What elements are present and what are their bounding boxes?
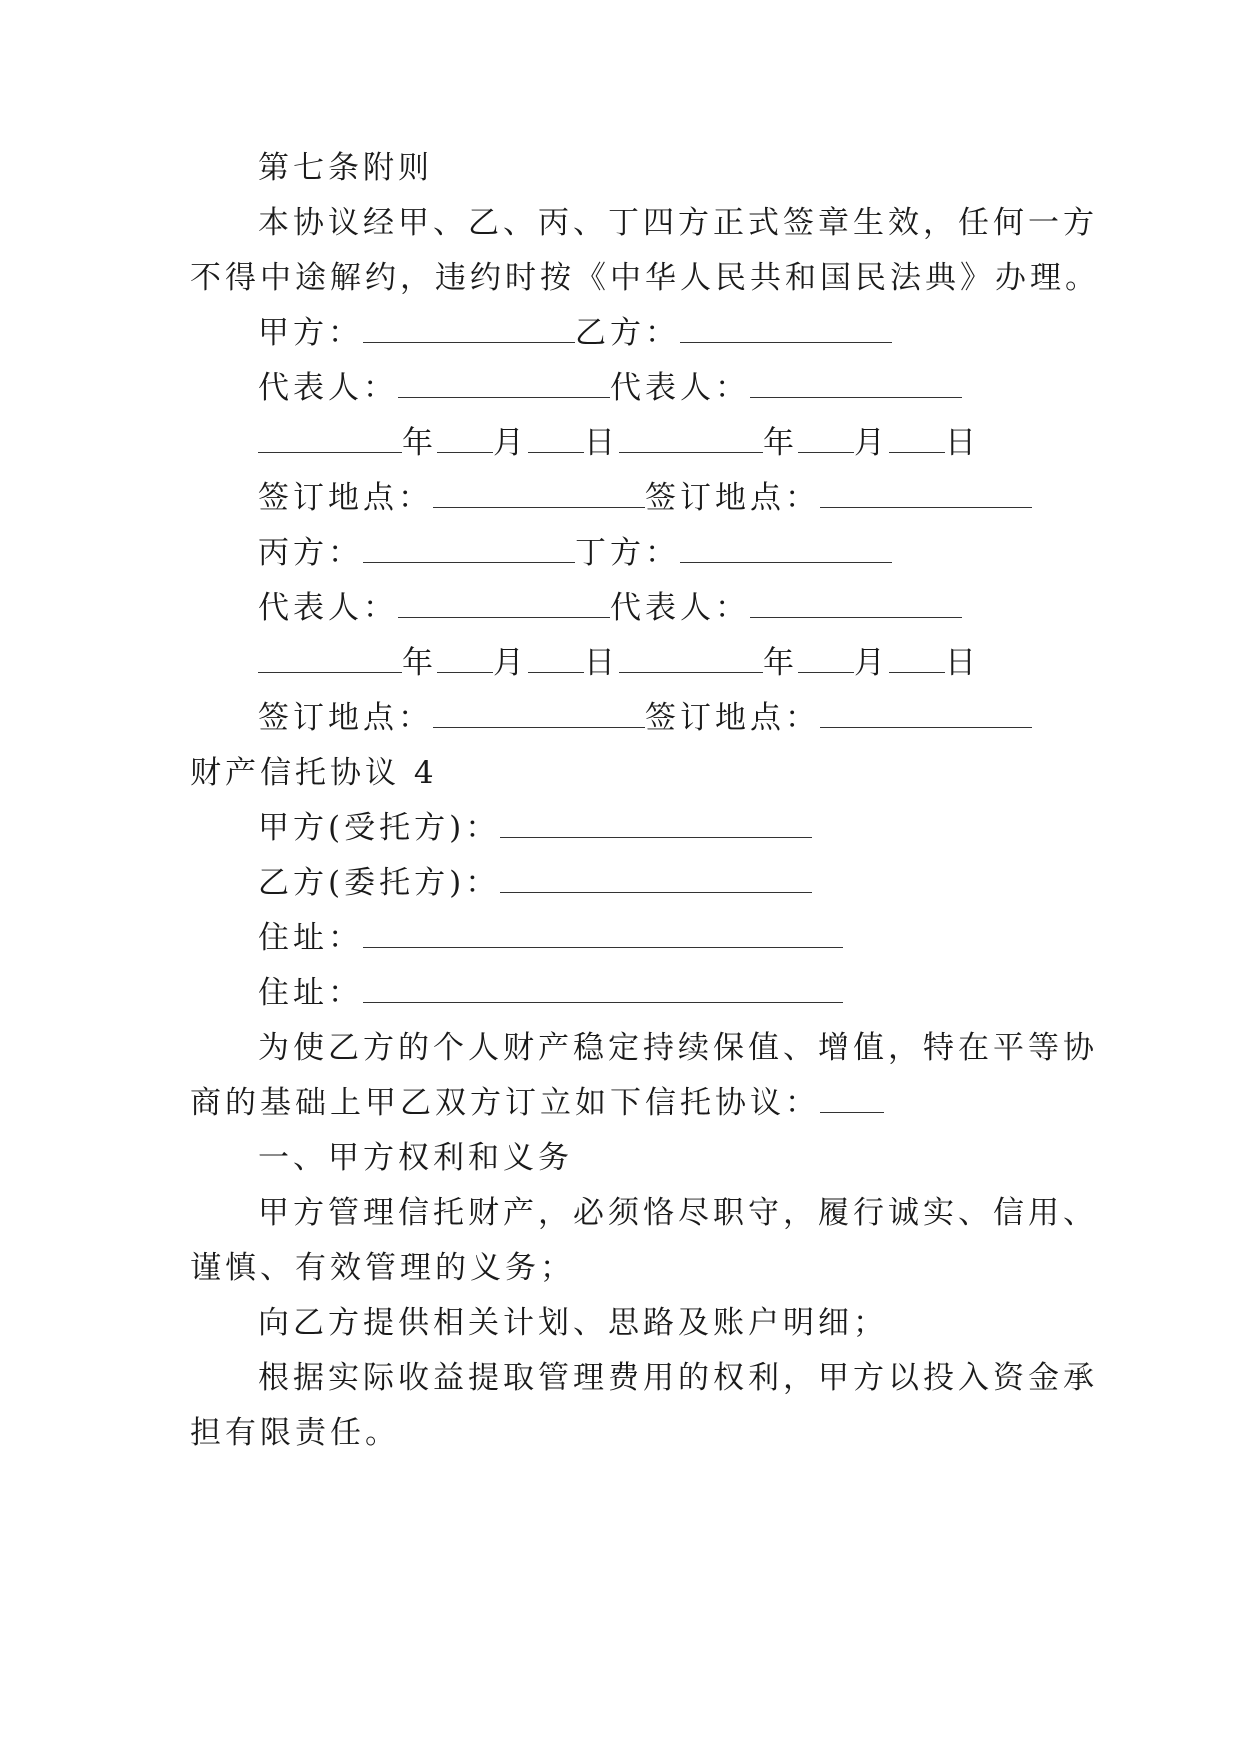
place-b-blank[interactable] <box>820 479 1032 508</box>
sig-row-places-cd <box>258 698 1032 738</box>
s1-paragraph3-line2: 担有限责任。 <box>190 1415 400 1451</box>
address-row-1 <box>258 918 843 958</box>
trustee-label: 甲方(受托方)： <box>258 810 501 846</box>
year-b-blank[interactable] <box>619 424 763 453</box>
day-c-blank[interactable] <box>528 644 584 673</box>
day-a-label: 日 <box>584 425 619 461</box>
address-label-1: 住址： <box>258 920 363 956</box>
article7-heading: 第七条附则 <box>258 150 433 186</box>
representative-c-blank[interactable] <box>398 589 610 618</box>
preamble-line2 <box>190 1083 884 1123</box>
month-c-blank[interactable] <box>437 644 493 673</box>
party-c-blank[interactable] <box>363 534 575 563</box>
article7-paragraph-line1: 本协议经甲、乙、丙、丁四方正式签章生效，任何一方 <box>258 205 1098 241</box>
trustee-row <box>258 808 812 848</box>
s1-paragraph1-line2: 谨慎、有效管理的义务； <box>190 1250 575 1286</box>
representative-d-label: 代表人： <box>610 590 750 626</box>
place-d-label: 签订地点： <box>645 700 820 736</box>
address-blank-2[interactable] <box>363 974 843 1003</box>
sig-row-parties-ab <box>258 313 892 353</box>
address-blank-1[interactable] <box>363 919 843 948</box>
day-b-label: 日 <box>945 425 980 461</box>
party-b-blank[interactable] <box>680 314 892 343</box>
month-b-label: 月 <box>854 425 889 461</box>
year-d-label: 年 <box>763 645 798 681</box>
month-c-label: 月 <box>493 645 528 681</box>
month-d-blank[interactable] <box>798 644 854 673</box>
sig-row-places-ab <box>258 478 1032 518</box>
month-a-label: 月 <box>493 425 528 461</box>
sig-row-dates-ab <box>258 423 980 463</box>
agreement4-title: 财产信托协议 4 <box>190 755 438 791</box>
place-a-blank[interactable] <box>433 479 645 508</box>
party-a-blank[interactable] <box>363 314 575 343</box>
party-c-label: 丙方： <box>258 535 363 571</box>
place-a-label: 签订地点： <box>258 480 433 516</box>
sig-row-representatives-ab <box>258 368 962 408</box>
year-c-label: 年 <box>402 645 437 681</box>
place-b-label: 签订地点： <box>645 480 820 516</box>
representative-a-blank[interactable] <box>398 369 610 398</box>
party-d-blank[interactable] <box>680 534 892 563</box>
representative-d-blank[interactable] <box>750 589 962 618</box>
preamble-line2-text: 商的基础上甲乙双方订立如下信托协议： <box>190 1085 820 1121</box>
place-d-blank[interactable] <box>820 699 1032 728</box>
month-b-blank[interactable] <box>798 424 854 453</box>
year-a-label: 年 <box>402 425 437 461</box>
place-c-blank[interactable] <box>433 699 645 728</box>
preamble-line1: 为使乙方的个人财产稳定持续保值、增值，特在平等协 <box>258 1030 1098 1066</box>
party-d-label: 丁方： <box>575 535 680 571</box>
representative-b-blank[interactable] <box>750 369 962 398</box>
representative-b-label: 代表人： <box>610 370 750 406</box>
sig-row-dates-cd <box>258 643 980 683</box>
sig-row-parties-cd <box>258 533 892 573</box>
s1-paragraph2: 向乙方提供相关计划、思路及账户明细； <box>258 1305 888 1341</box>
month-d-label: 月 <box>854 645 889 681</box>
place-c-label: 签订地点： <box>258 700 433 736</box>
representative-c-label: 代表人： <box>258 590 398 626</box>
trustor-row <box>258 863 812 903</box>
day-c-label: 日 <box>584 645 619 681</box>
year-c-blank[interactable] <box>258 644 402 673</box>
year-a-blank[interactable] <box>258 424 402 453</box>
section1-heading: 一、甲方权利和义务 <box>258 1140 573 1176</box>
trustor-blank[interactable] <box>500 864 812 893</box>
address-label-2: 住址： <box>258 975 363 1011</box>
month-a-blank[interactable] <box>437 424 493 453</box>
s1-paragraph1-line1: 甲方管理信托财产，必须恪尽职守，履行诚实、信用、 <box>258 1195 1098 1231</box>
article7-paragraph-line2: 不得中途解约，违约时按《中华人民共和国民法典》办理。 <box>190 260 1100 296</box>
day-d-blank[interactable] <box>889 644 945 673</box>
trustee-blank[interactable] <box>500 809 812 838</box>
preamble-blank[interactable] <box>820 1084 884 1113</box>
s1-paragraph3-line1: 根据实际收益提取管理费用的权利，甲方以投入资金承 <box>258 1360 1098 1396</box>
day-d-label: 日 <box>945 645 980 681</box>
party-a-label: 甲方： <box>258 315 363 351</box>
year-d-blank[interactable] <box>619 644 763 673</box>
sig-row-representatives-cd <box>258 588 962 628</box>
day-a-blank[interactable] <box>528 424 584 453</box>
representative-a-label: 代表人： <box>258 370 398 406</box>
year-b-label: 年 <box>763 425 798 461</box>
party-b-label: 乙方： <box>575 315 680 351</box>
day-b-blank[interactable] <box>889 424 945 453</box>
trustor-label: 乙方(委托方)： <box>258 865 501 901</box>
address-row-2 <box>258 973 843 1013</box>
